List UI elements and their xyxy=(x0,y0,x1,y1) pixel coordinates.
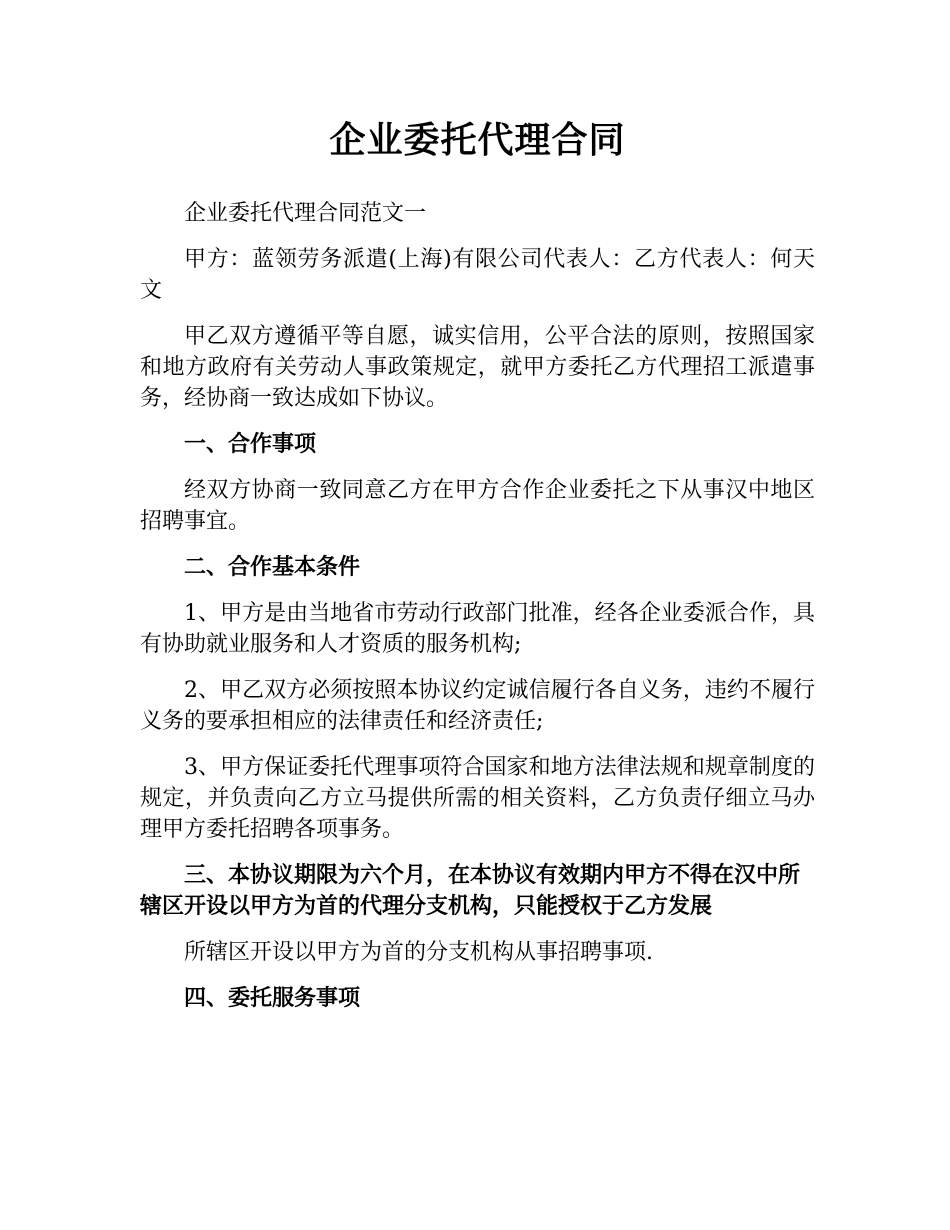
section-2-item-3: 3、甲方保证委托代理事项符合国家和地方法律法规和规章制度的规定，并负责向乙方立马提供所需的相关资料，乙方负责仔细立马办理甲方委托招聘各项事务。 xyxy=(140,755,815,842)
parties-paragraph: 甲方：蓝领劳务派遣(上海)有限公司代表人：乙方代表人：何天文 xyxy=(140,247,815,303)
section-4-heading: 四、委托服务事项 xyxy=(184,986,361,1011)
section-2-heading: 二、合作基本条件 xyxy=(184,555,361,580)
preamble-paragraph: 甲乙双方遵循平等自愿，诚实信用，公平合法的原则，按照国家和地方政府有关劳动人事政策规定，就甲方委托乙方代理招工派遣事务，经协商一致达成如下协议。 xyxy=(140,324,815,411)
section-1-heading: 一、合作事项 xyxy=(184,432,317,457)
document-body xyxy=(140,115,815,1029)
document-subtitle: 企业委托代理合同范文一 xyxy=(184,201,427,226)
section-2-item-2: 2、甲乙双方必须按照本协议约定诚信履行各自义务，违约不履行义务的要承担相应的法律责任和经济责任; xyxy=(140,678,815,734)
section-1-body: 经双方协商一致同意乙方在甲方合作企业委托之下从事汉中地区招聘事宜。 xyxy=(140,478,815,534)
section-3-heading: 三、本协议期限为六个月，在本协议有效期内甲方不得在汉中所辖区开设以甲方为首的代理分支机构，只能授权于乙方发展 xyxy=(140,863,801,919)
document-title: 企业委托代理合同 xyxy=(329,120,626,161)
section-2-item-1: 1、甲方是由当地省市劳动行政部门批准，经各企业委派合作，具有协助就业服务和人才资质的服务机构; xyxy=(140,601,815,657)
section-3-body: 所辖区开设以甲方为首的分支机构从事招聘事项. xyxy=(184,940,653,965)
